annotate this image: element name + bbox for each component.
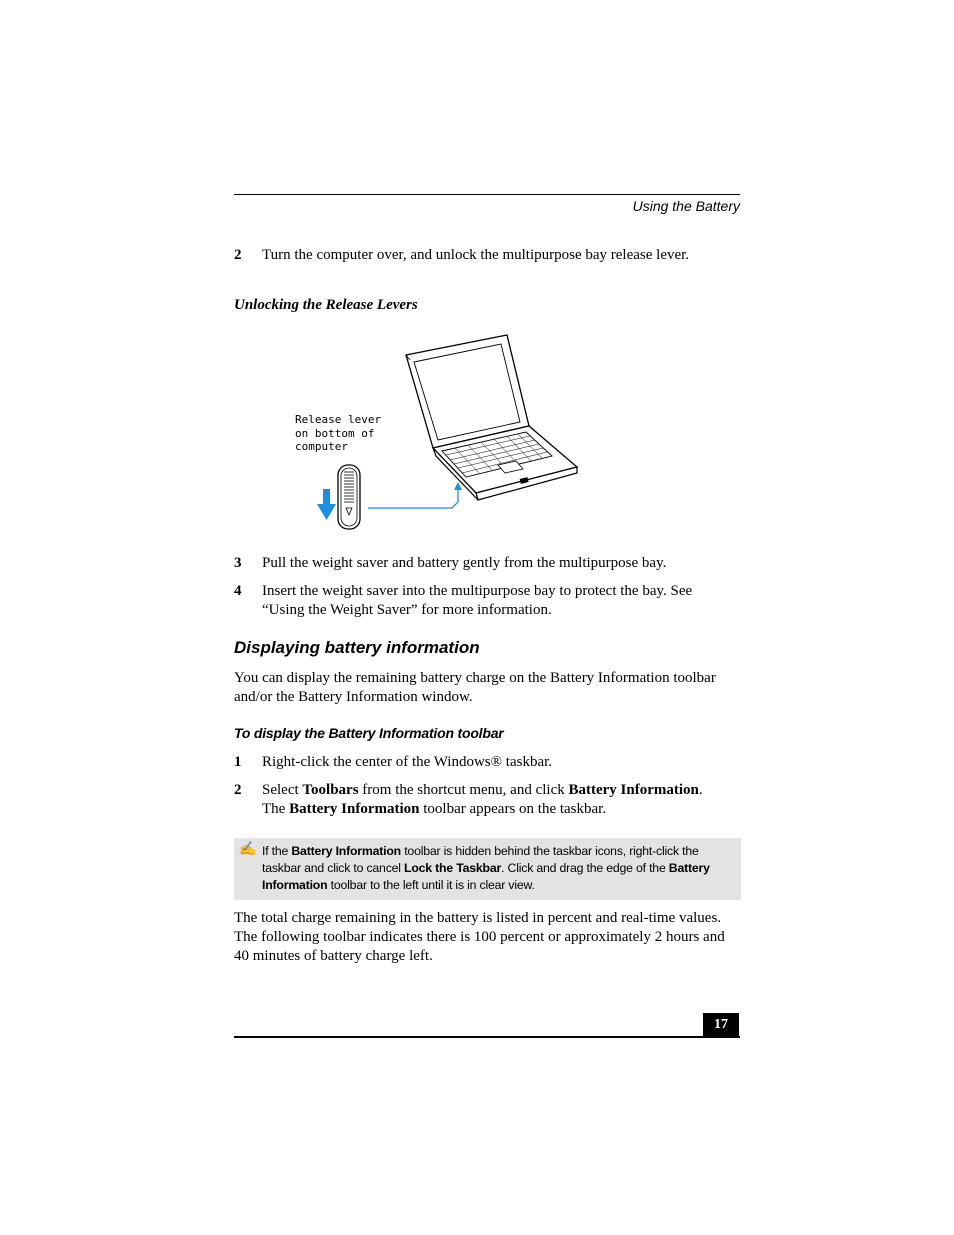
section-intro	[234, 669, 744, 707]
note-term: Battery Information	[291, 844, 401, 858]
label-line-3: computer	[295, 440, 348, 453]
step-number: 1	[234, 754, 242, 770]
step-text: Turn the computer over, and unlock the multipurpose bay release lever.	[262, 247, 690, 263]
procedure-heading: To display the Battery Information toolbar	[234, 725, 504, 741]
step-number: 4	[234, 583, 242, 599]
step-text	[262, 582, 744, 620]
procedure-step-2	[234, 781, 744, 821]
closing-line-2: The following toolbar indicates there is 100 percent or approximately 2 hours and	[234, 929, 725, 945]
step-text: Right-click the center of the Windows® taskbar.	[262, 754, 553, 770]
note-term: Information	[262, 878, 328, 892]
note-box	[234, 838, 741, 900]
figure-caption: Unlocking the Release Levers	[234, 297, 418, 313]
laptop-drawing	[290, 330, 590, 535]
note-term: Lock the Taskbar	[404, 861, 502, 875]
step-text-line-1: Insert the weight saver into the multipurpose bay to protect the bay. See	[262, 583, 693, 599]
note-term: Battery	[668, 861, 710, 875]
toolbars-term: Toolbars	[302, 782, 359, 798]
note-pen-icon: ✍	[239, 842, 257, 857]
step-4-insert-weight-saver	[234, 582, 744, 622]
laptop-illustration	[290, 330, 590, 535]
step-text: Select Toolbars from the shortcut menu, and click Battery Information. The Battery Information toolbar appears on the taskbar.	[262, 782, 703, 817]
step-number: 2	[234, 247, 242, 263]
step-number: 2	[234, 782, 242, 798]
label-line-2: on bottom of	[295, 426, 375, 440]
header-rule	[234, 194, 740, 195]
section-heading: Displaying battery information	[234, 638, 480, 657]
battery-information-term: Battery Information	[568, 782, 699, 798]
label-line-1: Release lever	[295, 413, 382, 426]
step-text: Pull the weight saver and battery gently from the multipurpose bay.	[262, 555, 667, 571]
closing-line-3: 40 minutes of battery charge left.	[234, 948, 433, 964]
closing-paragraph	[234, 909, 744, 966]
closing-line-1: The total charge remaining in the battery is listed in percent and real-time values.	[234, 910, 722, 926]
footer-rule	[234, 1036, 740, 1038]
page-number: 17	[703, 1013, 739, 1036]
battery-information-term: Battery Information	[289, 801, 420, 817]
running-header: Using the Battery	[632, 198, 740, 214]
intro-line-1: You can display the remaining battery charge on the Battery Information toolbar	[234, 670, 716, 686]
note-text: If the Battery Information toolbar is hidden behind the taskbar icons, right-click the taskbar and click to cancel Lock the Taskbar. Click and drag the edge of the Battery Information toolbar to the left until it is in clear view.	[262, 844, 710, 892]
step-text-line-2: “Using the Weight Saver” for more information.	[262, 602, 552, 618]
intro-line-2: and/or the Battery Information window.	[234, 689, 473, 705]
step-number: 3	[234, 555, 242, 571]
